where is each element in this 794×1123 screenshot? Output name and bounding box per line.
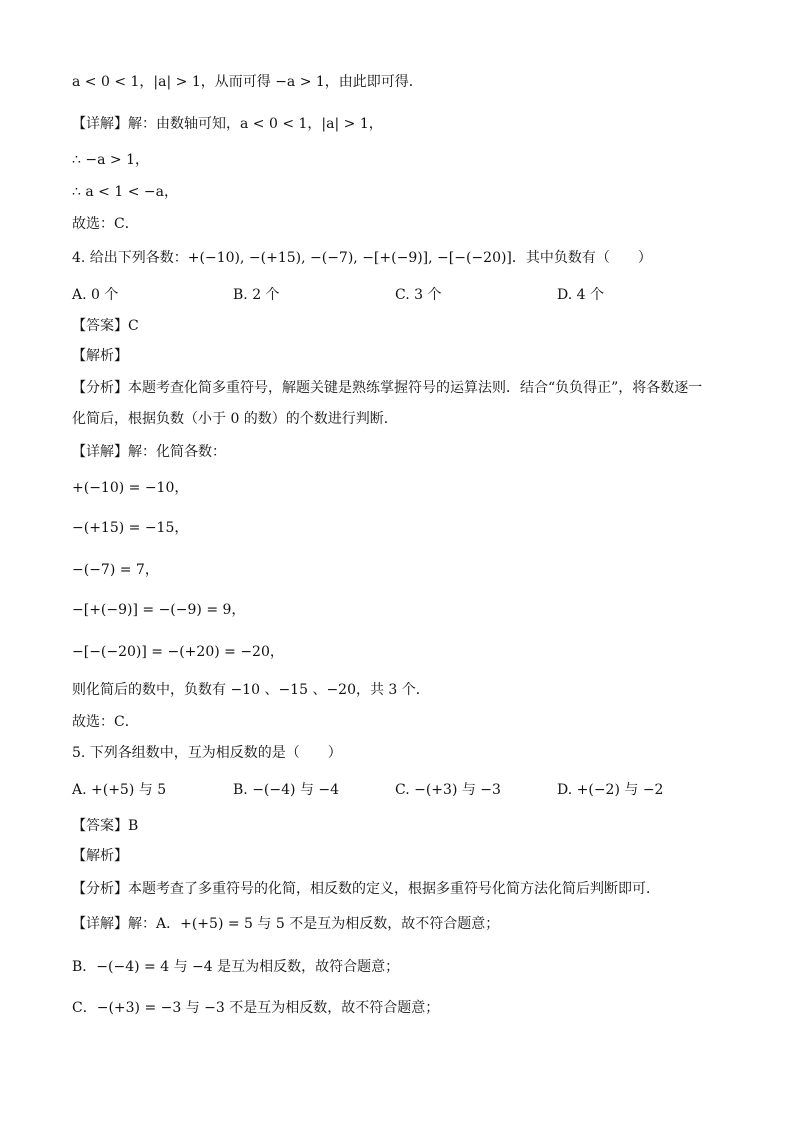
q5-option-a: A. +(+5) 与 5 <box>72 782 167 798</box>
q5-analysis: 【分析】本题考查了多重符号的化简，相反数的定义，根据多重符号化简方法化简后判断即可． <box>72 881 660 897</box>
detail-line: 【详解】解：由数轴可知，a < 0 < 1，|a| > 1， <box>72 116 383 132</box>
q4-step-3: −(−7) = 7， <box>72 562 159 578</box>
q5-detail-c: C．−(+3) = −3 与 −3 不是互为相反数，故不符合题意； <box>72 1000 440 1016</box>
q4-conclusion: 则化简后的数中，负数有 −10 、−15 、−20，共 3 个． <box>72 682 430 698</box>
q5-option-d: D. +(−2) 与 −2 <box>557 782 664 798</box>
q5-detail-a: 【详解】解：A．+(+5) = 5 与 5 不是互为相反数，故不符合题意； <box>72 916 500 932</box>
q4-option-d: D. 4 个 <box>557 287 604 303</box>
q4-detail-head: 【详解】解：化简各数： <box>72 444 226 460</box>
q4-step-4: −[+(−9)] = −(−9) = 9， <box>72 602 246 618</box>
q4-option-a: A. 0 个 <box>72 287 119 303</box>
q4-step-1: +(−10) = −10， <box>72 480 189 496</box>
q5-detail-b: B．−(−4) = 4 与 −4 是互为相反数，故符合题意； <box>72 959 400 975</box>
q4-step-2: −(+15) = −15， <box>72 520 189 536</box>
step-line: ∴ a < 1 < −a， <box>72 184 178 200</box>
choice-line: 故选：C． <box>72 216 139 232</box>
q4-option-c: C. 3 个 <box>395 287 442 303</box>
q4-analysis-title: 【解析】 <box>72 348 128 364</box>
q5-answer: 【答案】B <box>72 818 139 834</box>
question-5-stem: 5. 下列各组数中，互为相反数的是（ ） <box>72 745 342 761</box>
step-line: ∴ −a > 1， <box>72 152 149 168</box>
q5-analysis-title: 【解析】 <box>72 848 128 864</box>
q5-option-b: B. −(−4) 与 −4 <box>233 782 340 798</box>
question-4-stem: 4. 给出下列各数：+(−10), −(+15), −(−7), −[+(−9)], −[−(−20)]．其中负数有（ ） <box>72 250 652 266</box>
q4-choice: 故选：C． <box>72 714 139 730</box>
q4-step-5: −[−(−20)] = −(+20) = −20， <box>72 644 284 660</box>
q4-analysis: 【分析】本题考查化简多重符号，解题关键是熟练掌握符号的运算法则．结合“负负得正”，将各数逐一化简后，根据负数（小于 0 的数）的个数进行判断． <box>72 380 703 427</box>
q4-answer: 【答案】C <box>72 318 139 334</box>
q4-option-b: B. 2 个 <box>233 287 280 303</box>
q5-option-c: C. −(+3) 与 −3 <box>395 782 501 798</box>
text-line: a < 0 < 1，|a| > 1，从而可得 −a > 1，由此即可得． <box>72 74 423 90</box>
